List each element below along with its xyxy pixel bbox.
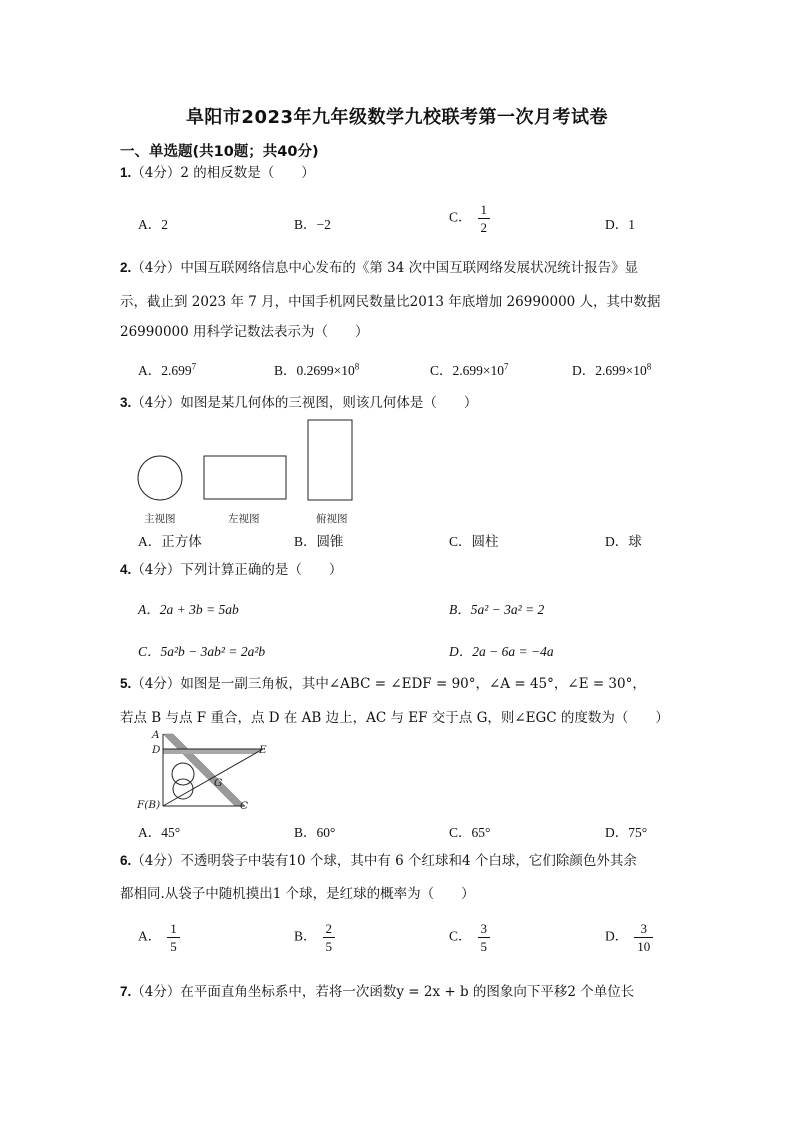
question-4: [120, 555, 342, 585]
option-d: D．1: [605, 217, 635, 232]
question-stem-line-1: 如图是一副三角板，其中∠ABC = ∠EDF = 90°，∠A = 45°，∠E = 30°，: [180, 676, 646, 692]
question-stem-line-2: 示，截止到 2023 年 7 月，中国手机网民数量比2013 年底增加 26990000 人，其中数据: [120, 294, 661, 310]
front-view-circle: [138, 456, 182, 500]
option-b: B．圆锥: [294, 534, 344, 549]
question-stem: 在平面直角坐标系中，若将一次函数y = 2x + b 的图象向下平移2 个单位长: [180, 984, 635, 1000]
question-7: [120, 977, 634, 1007]
option-d: D． $\frac{3}{10}$: [605, 920, 653, 955]
option-a: A．正方体: [138, 534, 202, 549]
label-point-e: E: [259, 744, 267, 756]
question-1: [120, 158, 315, 188]
label-point-c: C: [240, 800, 249, 812]
label-point-g: G: [214, 777, 223, 789]
top-view-rect: [308, 420, 352, 500]
question-stem-line-1: 不透明袋子中装有10 个球，其中有 6 个红球和4 个白球，它们除颜色外其余: [180, 853, 637, 869]
front-view-label: 主视图: [144, 513, 176, 525]
option-c: C． $\frac{3}{5}$: [449, 920, 490, 955]
question-5: [120, 669, 646, 699]
question-stem-line-1: 中国互联网络信息中心发布的《第 34 次中国互联网络发展状况统计报告》显: [180, 260, 639, 276]
question-number: 4.: [120, 562, 132, 577]
question-score: （4分）: [131, 260, 181, 276]
question-stem-line-3: 26990000 用科学记数法表示为（ ）: [120, 324, 369, 340]
option-a: A．2.699$^7$: [138, 361, 197, 378]
left-view-rect: [204, 456, 286, 499]
question-score: （4分）: [131, 165, 181, 181]
option-b: B．−2: [294, 217, 331, 232]
question-stem-line-2: 都相同.从袋子中随机摸出1 个球，是红球的概率为（ ）: [120, 886, 475, 902]
question-2: [120, 253, 638, 283]
fraction: $\frac{3}{10}$: [634, 920, 653, 955]
option-c: C． $\frac{1}{2}$: [449, 201, 490, 236]
section-heading: 一、单选题(共10题；共40分): [120, 144, 319, 160]
top-view-label: 俯视图: [316, 513, 348, 525]
question-score: （4分）: [131, 853, 181, 869]
question-6: [120, 846, 637, 876]
fraction: $\frac{3}{5}$: [478, 920, 491, 955]
option-a: A．45°: [138, 825, 181, 840]
question-3: [120, 388, 477, 418]
option-b: B．60°: [294, 825, 336, 840]
option-a: A．2: [138, 217, 168, 232]
question-stem: 下列计算正确的是（ ）: [180, 562, 343, 578]
label-point-d: D: [152, 744, 161, 756]
fraction: $\frac{2}{5}$: [323, 920, 336, 955]
option-b: B． $\frac{2}{5}$: [294, 920, 335, 955]
option-d: D．球: [605, 534, 642, 549]
question-number: 3.: [120, 395, 132, 410]
question-stem: 如图是某几何体的三视图，则该几何体是（ ）: [180, 395, 478, 411]
option-b: B．$0.2699\times 10^8$: [274, 361, 360, 378]
label-point-fb: F(B): [137, 799, 161, 811]
question-number: 5.: [120, 676, 132, 691]
option-d: D．2a − 6a = −4a: [449, 644, 554, 659]
option-c: C．5a²b − 3ab² = 2a²b: [138, 644, 266, 659]
three-view-figure: [130, 418, 370, 508]
hole-circle-top: [172, 763, 194, 785]
question-score: （4分）: [131, 395, 181, 411]
option-c: C．圆柱: [449, 534, 499, 549]
option-d: D．75°: [605, 825, 648, 840]
label-point-a: A: [152, 729, 160, 741]
question-number: 1.: [120, 165, 132, 180]
option-a: A．2a + 3b = 5ab: [138, 602, 239, 617]
option-d: D．$2.699\times 10^8$: [572, 361, 652, 378]
exam-title: 阜阳市2023年九年级数学九校联考第一次月考试卷: [185, 107, 609, 128]
question-stem: 2 的相反数是（ ）: [180, 165, 315, 181]
question-score: （4分）: [131, 984, 181, 1000]
fraction: $\frac{1}{2}$: [478, 201, 491, 236]
question-number: 6.: [120, 853, 132, 868]
option-c: C．$2.699\times 10^7$: [430, 361, 509, 378]
question-number: 7.: [120, 984, 132, 999]
option-b: B．5a² − 3a² = 2: [449, 602, 545, 617]
option-a: A． $\frac{1}{5}$: [138, 920, 180, 955]
set-square-top-band: [163, 749, 263, 754]
left-view-label: 左视图: [228, 513, 260, 525]
fraction: $\frac{1}{5}$: [167, 920, 180, 955]
question-stem-line-2: 若点 B 与点 F 重合，点 D 在 AB 边上，AC 与 EF 交于点 G，则∠EGC 的度数为（ ）: [120, 710, 669, 726]
question-score: （4分）: [131, 562, 181, 578]
option-c: C．65°: [449, 825, 491, 840]
hole-circle-bottom: [173, 779, 193, 799]
question-number: 2.: [120, 260, 132, 275]
question-score: （4分）: [131, 676, 181, 692]
